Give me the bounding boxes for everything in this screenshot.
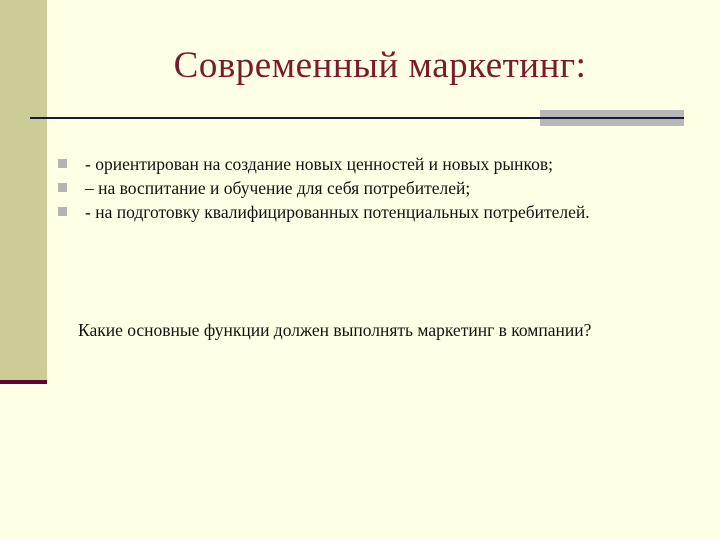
question-text: Какие основные функции должен выполнять маркетинг в компании? <box>78 320 592 340</box>
bullet-item <box>58 200 590 224</box>
bullet-list <box>58 152 590 224</box>
left-bar-underline <box>0 380 47 384</box>
slide-title: Современный маркетинг: <box>173 45 587 86</box>
bullet-text: - на подготовку квалифицированных потенциальных потребителей. <box>85 202 590 222</box>
title-divider-line <box>30 117 684 119</box>
bullet-item <box>58 176 590 200</box>
square-bullet-icon <box>58 207 67 216</box>
square-bullet-icon <box>58 159 67 168</box>
bullet-item <box>58 152 590 176</box>
bullet-text: - ориентирован на создание новых ценностей и новых рынков; <box>85 154 554 174</box>
left-decorative-bar <box>0 0 47 382</box>
square-bullet-icon <box>58 183 67 192</box>
bullet-text: – на воспитание и обучение для себя потребителей; <box>85 178 471 198</box>
